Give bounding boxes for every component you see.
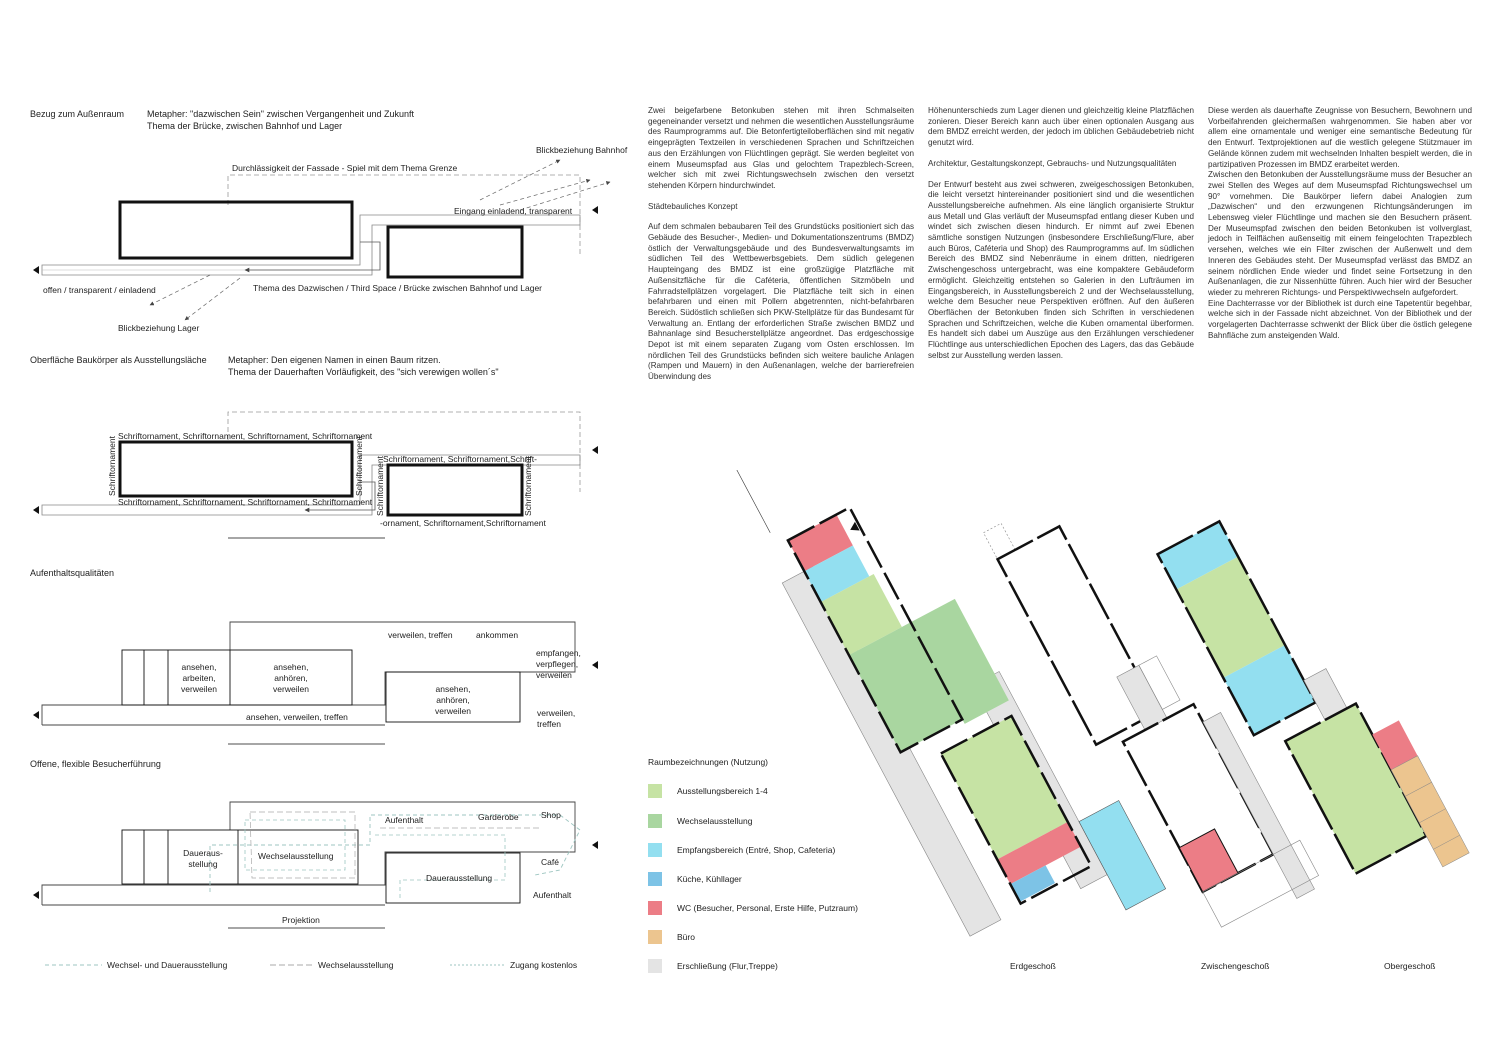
diagram1-theme: Thema der Brücke, zwischen Bahnhof und Lager (147, 121, 343, 131)
flow-temporary: Wechselausstellung (258, 851, 334, 861)
diagram3-title: Aufenthaltsqualitäten (30, 568, 115, 578)
plan-mezzanine-label: Zwischengeschoß (1201, 961, 1270, 971)
flow-permanent-small: Daueraus- stellung (183, 848, 223, 869)
legend-swatch (648, 872, 662, 886)
flow-stay-top: Aufenthalt (385, 815, 424, 825)
legend-title: Raumbezeichnungen (Nutzung) (648, 757, 769, 767)
quality-c: ansehen, anhören, verweilen (435, 684, 471, 716)
legend-swatch (648, 901, 662, 915)
quality-path: ansehen, verweilen, treffen (246, 712, 348, 722)
quality-a: ansehen, arbeiten, verweilen (181, 662, 217, 694)
text-column-2 (928, 106, 1194, 371)
paragraph: Zwischen den Betonkuben der Ausstellungsräume muss der Besucher an zwei Stellen des Weges auf dem Museumspfad Richtungswechsel um 90° vornehmen. Die Baukörper liefern dabei Analogien zum „Dazwischen“ und den erzwungenen Richtungsänderungen im Lebensweg vieler Flüchtlinge und machen sie den Besuchern präsent. Der Museumspfad zwischen den beiden Betonkuben ist vollverglast, jedoch in Teilflächen außenseitig mit einem feingelochten Trapezblech versehen, welches wie ein Filter zwischen der Außenwelt und dem Inneren des Gebäudes steht. Der Museumspfad verlässt das BMDZ an seinem nördlichen Ende wieder und findet seine Fortsetzung in den Außenanlagen, die zur Nissenhütte führen. Auch hier wird der Besucher wieder zu mehreren Richtungs- und Perspektivwechseln aufgefordert. (1208, 170, 1472, 297)
ornament-left-large: Schriftornament (107, 436, 117, 496)
legend-label: Erschließung (Flur,Treppe) (677, 961, 778, 971)
diagram1-metaphor: Metapher: "dazwischen Sein" zwischen Vergangenheit und Zukunft (147, 109, 415, 119)
paragraph: Auf dem schmalen bebaubaren Teil des Grundstücks positioniert sich das Gebäude des Besucher-, Medien- und Dokumentationszentrums (BMDZ) östlich der Verwaltungsgebäude und des Bundesverwaltungsamts im südlichen Teil des Wettbewerbsgebiets. Dem südlich gelegenen Haupteingang des BMDZ ist eine großzügige Platzfläche mit Außensitzfläche für die Caféteria, öffentlichen Sitzmöbeln und Fahrradstellplätzen vorgelagert. Die Platzfläche teilt sich in einen befahrbaren und einen mit Pollern abgetrennten, nicht-befahrbaren Bereich. Südöstlich schließen sich PKW-Stellplätze für das Bundesamt für Verwaltung an. Entlang der erforderlichen Straße zwischen BMDZ und Bahnanlage sind Besucherstellplätze angeordnet. Das erdgeschossige Depot ist mit einem separaten Zugang vom Osten erschlossen. Im nördlichen Teil des Grundstücks befinden sich weitere bauliche Anlagen (Rampen und Mauern) in den Außenanlagen, welche der barrierefreien Überwindung des (648, 222, 914, 382)
text-column-1 (648, 106, 914, 393)
flow-shop: Shop (541, 810, 561, 820)
legend-label: Wechselausstellung (677, 816, 753, 826)
diagram2-metaphor: Metapher: Den eigenen Namen in einen Baum ritzen. (228, 355, 441, 365)
view-station-label: Blickbeziehung Bahnhof (536, 145, 628, 155)
cube-large-ornament (120, 442, 352, 496)
quality-b: ansehen, anhören, verweilen (273, 662, 309, 694)
legend-line-temporary: Wechselausstellung (318, 960, 394, 970)
flow-stay-right: Aufenthalt (533, 890, 572, 900)
ornament-right-large: Schriftornament (354, 436, 364, 496)
concept-diagrams (0, 0, 640, 1060)
paragraph: Diese werden als dauerhafte Zeugnisse von Besuchern, Bewohnern und Vorbeifahrenden gleichermaßen wahrgenommen. Sie haben aber vor allem eine ornamentale und weniger eine semantische Bedeutung für den Entwurf. Textprojektionen auf die westlich gelegene Stützmauer im Gelände können zudem mit wechselnden Inhalten bespielt werden, die in partizipativen Prozessen im BMDZ erarbeitet werden. (1208, 106, 1472, 169)
ornament-bottom-small: -ornament, Schriftornament,Schriftornament (380, 518, 546, 528)
legend-swatch (648, 784, 662, 798)
legend-label: Ausstellungsbereich 1-4 (677, 786, 768, 796)
section-heading: Architektur, Gestaltungskonzept, Gebrauchs- und Nutzungsqualitäten (928, 158, 1177, 168)
ornament-top-small: Schriftornament, Schriftornament,Schrift- (383, 454, 538, 464)
plan-ground-floor (712, 470, 1166, 970)
cube-small (388, 227, 522, 277)
paragraph: Zwei beigefarbene Betonkuben stehen mit ihren Schmalseiten gegeneinander versetzt und nehmen die wesentlichen Ausstellungsräume des Raumprogramms auf. Die Betonfertigteiloberflächen sind mit negativ eingeprägten Textzeilen in verschiedenen Sprachen und Schriftzeichen aus den Erzählungen von Flüchtlingen geprägt. Sie werden begleitet von einem Museumspfad aus Glas und gelochtem Trapezblech-Screen, welcher sich mit zwei Richtungswechseln zwischen den versetzt stehenden Körpern hindurchwindet. (648, 106, 914, 190)
legend-label: WC (Besucher, Personal, Erste Hilfe, Putzraum) (677, 903, 858, 913)
section-heading: Städtebauliches Konzept (648, 201, 738, 211)
plan-ground-label: Erdgeschoß (1010, 961, 1056, 971)
ornament-right-small: Schriftornament (523, 456, 533, 516)
quality-welcome: empfangen, verpflegen, verweilen (536, 648, 581, 680)
legend-label: Empfangsbereich (Entré, Shop, Cafeteria) (677, 845, 836, 855)
facade-label: Durchlässigkeit der Fassade - Spiel mit dem Thema Grenze (232, 163, 458, 173)
paragraph: Der Entwurf besteht aus zwei schweren, zweigeschossigen Betonkuben, die leicht versetzt hintereinander positioniert sind und die wesentlichen Ausstellungsbereiche aufnehmen. Als eine länglich organisierte Struktur aus Metall und Glas verläuft der Museumspfad entlang dieser Kuben und windet sich zwischen diesen hindurch. Er nimmt auf zwei Ebenen sämtliche sonstigen Nutzungen (insbesondere Erschließung/Flure, aber auch Büros, Caféteria und Shop) des Raumprogramms auf. Im südlichen Bereich des BMDZ sind Nebenräume in einem dritten, niedrigeren Zwischengeschoss untergebracht, was eine kompaktere Gebäudeform ermöglicht. Gleichzeitig entstehen so Galerien in den Lufträumen im Eingangsbereich, in Ausstellungsbereich 2 und der Wechselausstellung, welche dem Besucher neue Perspektiven eröffnen. Auf den äußeren Oberflächen der Betonkuben finden sich Schriften in verschiedenen Sprachen und Schriftzeichen, welche die Kuben ornamental überformen. Es handelt sich dabei um Auszüge aus den Erzählungen verschiedener Flüchtlinge aus unterschiedlichen Epochen des Lagers, das das Gebäude selbst zur Ausstellung werden lassen. (928, 179, 1194, 360)
diagram-outdoor-relation (33, 160, 610, 320)
ornament-bottom-large: Schriftornament, Schriftornament, Schriftornament, Schriftornament (118, 497, 373, 507)
diagram1-title: Bezug zum Außenraum (30, 109, 125, 119)
legend-label: Küche, Kühllager (677, 874, 742, 884)
quality-stay: verweilen, treffen (537, 708, 576, 729)
legend-swatch (648, 959, 662, 973)
ornament-left-small: Schriftornament (375, 456, 385, 516)
legend-swatch (648, 930, 662, 944)
legend-line-free: Zugang kostenlos (510, 960, 578, 970)
legend-swatch (648, 814, 662, 828)
view-depot-label: Blickbeziehung Lager (118, 323, 200, 333)
legend-line-both: Wechsel- und Dauerausstellung (107, 960, 228, 970)
flow-cloak: Garderobe (478, 812, 519, 822)
ornament-top-large: Schriftornament, Schriftornament, Schriftornament, Schriftornament (118, 431, 373, 441)
diagram2-theme: Thema der Dauerhaften Vorläufigkeit, des "sich verewigen wollen´s" (228, 367, 499, 377)
diagram2-title: Oberfläche Baukörper als Ausstellungsläche (30, 355, 207, 365)
paragraph: Eine Dachterrasse vor der Bibliothek ist durch eine Tapetentür begehbar, welche sich in der Fassade nicht abzeichnet. Von der Bibliothek und der vorgelagerten Dachterrasse schwenkt der Blick über die östlich gelegene Bahnfläche zum ansteigenden Wald. (1208, 298, 1472, 340)
diagram4-title: Offene, flexible Besucherführung (30, 759, 161, 769)
cube-small-ornament (388, 465, 522, 515)
flow-permanent-large: Dauerausstellung (426, 873, 493, 883)
paragraph: Höhenunterschieds zum Lager dienen und gleichzeitig kleine Platzflächen zonieren. Dieser Bereich kann auch über einen optionalen Ausgang aus dem BMDZ erreicht werden, der jedoch im üblichen Gebäudebetrieb nicht genutzt wird. (928, 106, 1194, 148)
flow-projection: Projektion (282, 915, 320, 925)
plan-upper-label: Obergeschoß (1384, 961, 1436, 971)
open-label: offen / transparent / einladend (43, 285, 156, 295)
diagram-visitor-flow (33, 802, 598, 965)
text-column-3 (1208, 106, 1472, 341)
floor-plans (700, 470, 1500, 970)
quality-meet: verweilen, treffen (388, 630, 453, 640)
entrance-label: Eingang einladend, transparent (454, 206, 573, 216)
legend-swatch (648, 843, 662, 857)
quality-arrive: ankommen (476, 630, 519, 640)
legend-label: Büro (677, 932, 695, 942)
cube-large (120, 202, 352, 258)
third-space-label: Thema des Dazwischen / Third Space / Brücke zwischen Bahnhof und Lager (253, 283, 542, 293)
flow-cafe: Café (541, 857, 559, 867)
